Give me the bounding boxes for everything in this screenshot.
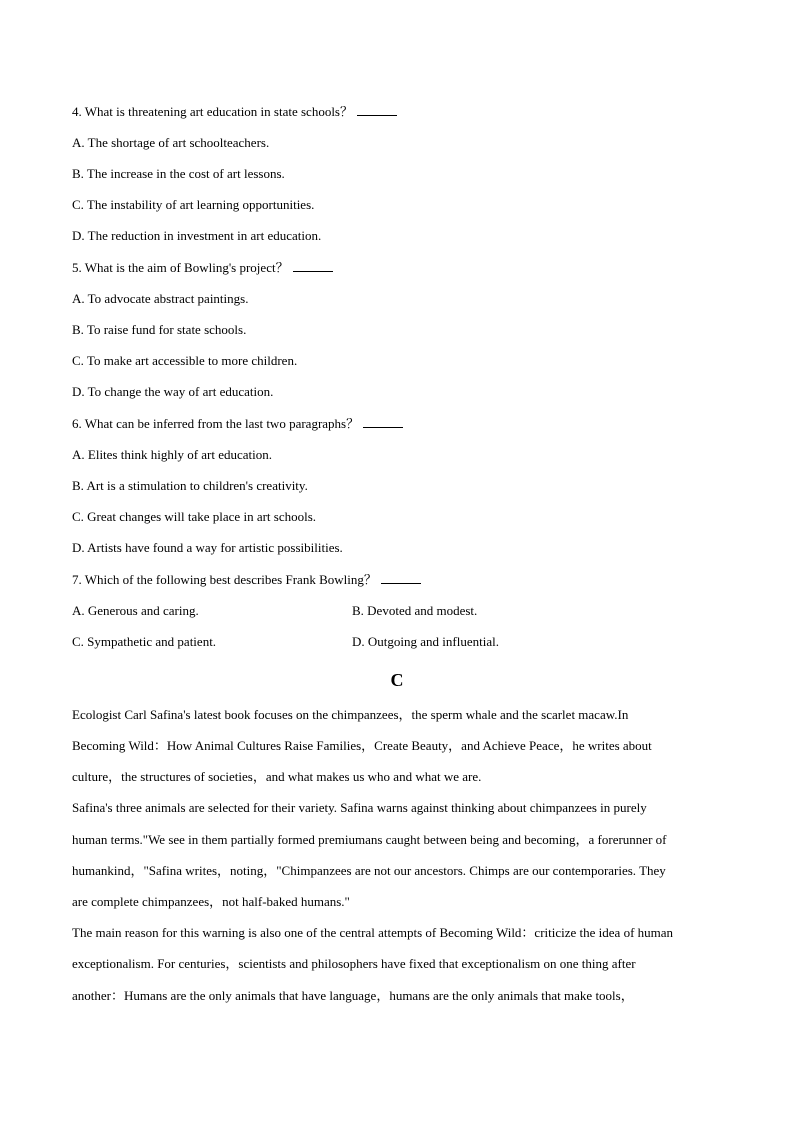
question-7-text: 7. Which of the following best describes Frank Bowling？ (72, 572, 377, 587)
question-5-option-c: C. To make art accessible to more children. (72, 353, 298, 368)
question-6-option-d: D. Artists have found a way for artistic possibilities. (72, 540, 343, 555)
passage-line-8: The main reason for this warning is also one of the central attempts of Becoming Wild：criticize the idea of human (72, 925, 674, 940)
question-7-option-a: A. Generous and caring. (72, 603, 199, 618)
question-5-stem (72, 260, 333, 276)
answer-blank (363, 416, 403, 428)
passage-line-10: another：Humans are the only animals that have language，humans are the only animals that make tools， (72, 988, 634, 1003)
question-7-option-b: B. Devoted and modest. (352, 603, 478, 618)
question-6-option-c: C. Great changes will take place in art schools. (72, 509, 317, 524)
question-6-text: 6. What can be inferred from the last two paragraphs？ (72, 416, 360, 431)
question-4-option-c: C. The instability of art learning opportunities. (72, 197, 315, 212)
question-4-option-b: B. The increase in the cost of art lessons. (72, 166, 285, 181)
passage-line-2: Becoming Wild：How Animal Cultures Raise Families，Create Beauty，and Achieve Peace，he writes about (72, 738, 652, 753)
question-5-option-d: D. To change the way of art education. (72, 384, 274, 399)
question-5-option-b: B. To raise fund for state schools. (72, 322, 247, 337)
question-6-stem (72, 416, 403, 432)
question-5-text: 5. What is the aim of Bowling's project？ (72, 260, 289, 275)
passage-line-7: are complete chimpanzees，not half-baked humans." (72, 894, 350, 909)
answer-blank (357, 104, 397, 116)
passage-line-1: Ecologist Carl Safina's latest book focuses on the chimpanzees，the sperm whale and the scarlet macaw.In (72, 707, 629, 722)
answer-blank (381, 572, 421, 584)
question-4-option-a: A. The shortage of art schoolteachers. (72, 135, 270, 150)
passage-line-4: Safina's three animals are selected for their variety. Safina warns against thinking about chimpanzees in purely (72, 800, 647, 815)
question-6-option-a: A. Elites think highly of art education. (72, 447, 273, 462)
question-4-stem (72, 104, 397, 120)
question-7-option-d: D. Outgoing and influential. (352, 634, 499, 649)
question-4-option-d: D. The reduction in investment in art education. (72, 228, 322, 243)
question-4-text: 4. What is threatening art education in state schools？ (72, 104, 353, 119)
question-6-option-b: B. Art is a stimulation to children's creativity. (72, 478, 308, 493)
passage-line-6: humankind，"Safina writes，noting，"Chimpanzees are not our ancestors. Chimps are our contemporaries. They (72, 863, 666, 878)
answer-blank (293, 260, 333, 272)
passage-line-3: culture，the structures of societies，and what makes us who and what we are. (72, 769, 482, 784)
section-title: C (390, 670, 404, 690)
question-7-stem (72, 572, 421, 588)
passage-line-5: human terms."We see in them partially formed premiumans caught between being and becoming，a forerunner of (72, 832, 667, 847)
question-7-option-c: C. Sympathetic and patient. (72, 634, 217, 649)
question-5-option-a: A. To advocate abstract paintings. (72, 291, 249, 306)
passage-line-9: exceptionalism. For centuries，scientists and philosophers have fixed that exceptionalism on one thing after (72, 956, 636, 971)
